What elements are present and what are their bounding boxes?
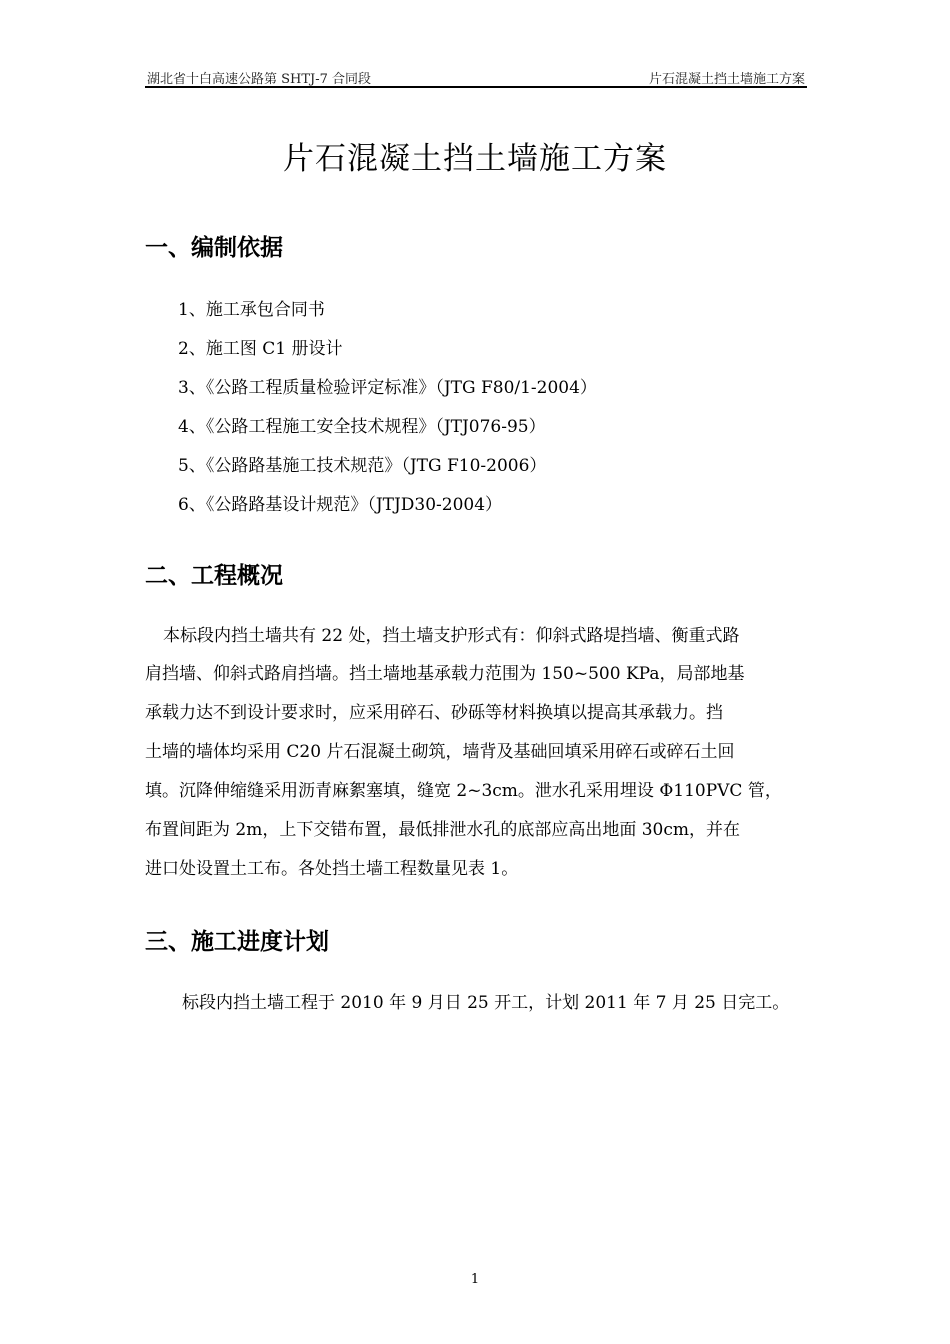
basis-list-item: 6、《公路路基设计规范》（JTJD30-2004） — [178, 495, 503, 515]
section-heading-schedule: 三、施工进度计划 — [145, 929, 329, 955]
overview-paragraph-line: 本标段内挡土墙共有 22 处，挡土墙支护形式有：仰斜式路堤挡墙、衡重式路 — [163, 626, 740, 646]
overview-paragraph-line: 布置间距为 2m，上下交错布置，最低排泄水孔的底部应高出地面 30cm，并在 — [145, 820, 741, 840]
section-heading-basis: 一、编制依据 — [145, 235, 283, 261]
overview-paragraph-line: 承载力达不到设计要求时，应采用碎石、砂砾等材料换填以提高其承载力。挡 — [145, 703, 723, 723]
header-divider — [145, 86, 807, 88]
header-left-text: 湖北省十白高速公路第 SHTJ-7 合同段 — [147, 72, 372, 87]
basis-list-item: 5、《公路路基施工技术规范》（JTG F10-2006） — [178, 456, 547, 476]
page-header — [145, 66, 807, 88]
page-number: 1 — [470, 1272, 480, 1287]
basis-list-item: 2、施工图 C1 册设计 — [178, 339, 343, 359]
basis-list-item: 1、施工承包合同书 — [178, 300, 325, 320]
document-title: 片石混凝土挡土墙施工方案 — [283, 141, 667, 177]
overview-paragraph-line: 土墙的墙体均采用 C20 片石混凝土砌筑，墙背及基础回填采用碎石或碎石土回 — [145, 742, 735, 762]
schedule-paragraph: 标段内挡土墙工程于 2010 年 9 月日 25 开工，计划 2011 年 7 月 25 日完工。 — [182, 993, 790, 1013]
basis-list-item: 4、《公路工程施工安全技术规程》（JTJ076-95） — [178, 417, 546, 437]
section-heading-overview: 二、工程概况 — [145, 563, 283, 589]
header-right-text: 片石混凝土挡土墙施工方案 — [648, 72, 805, 87]
basis-list-item: 3、《公路工程质量检验评定标准》（JTG F80/1-2004） — [178, 378, 597, 398]
overview-paragraph-line: 肩挡墙、仰斜式路肩挡墙。挡土墙地基承载力范围为 150~500 KPa，局部地基 — [145, 664, 745, 684]
overview-paragraph-line: 进口处设置土工布。各处挡土墙工程数量见表 1。 — [145, 859, 519, 879]
overview-paragraph-line: 填。沉降伸缩缝采用沥青麻絮塞填，缝宽 2~3cm。泄水孔采用埋设 Φ110PVC 管， — [145, 781, 782, 801]
